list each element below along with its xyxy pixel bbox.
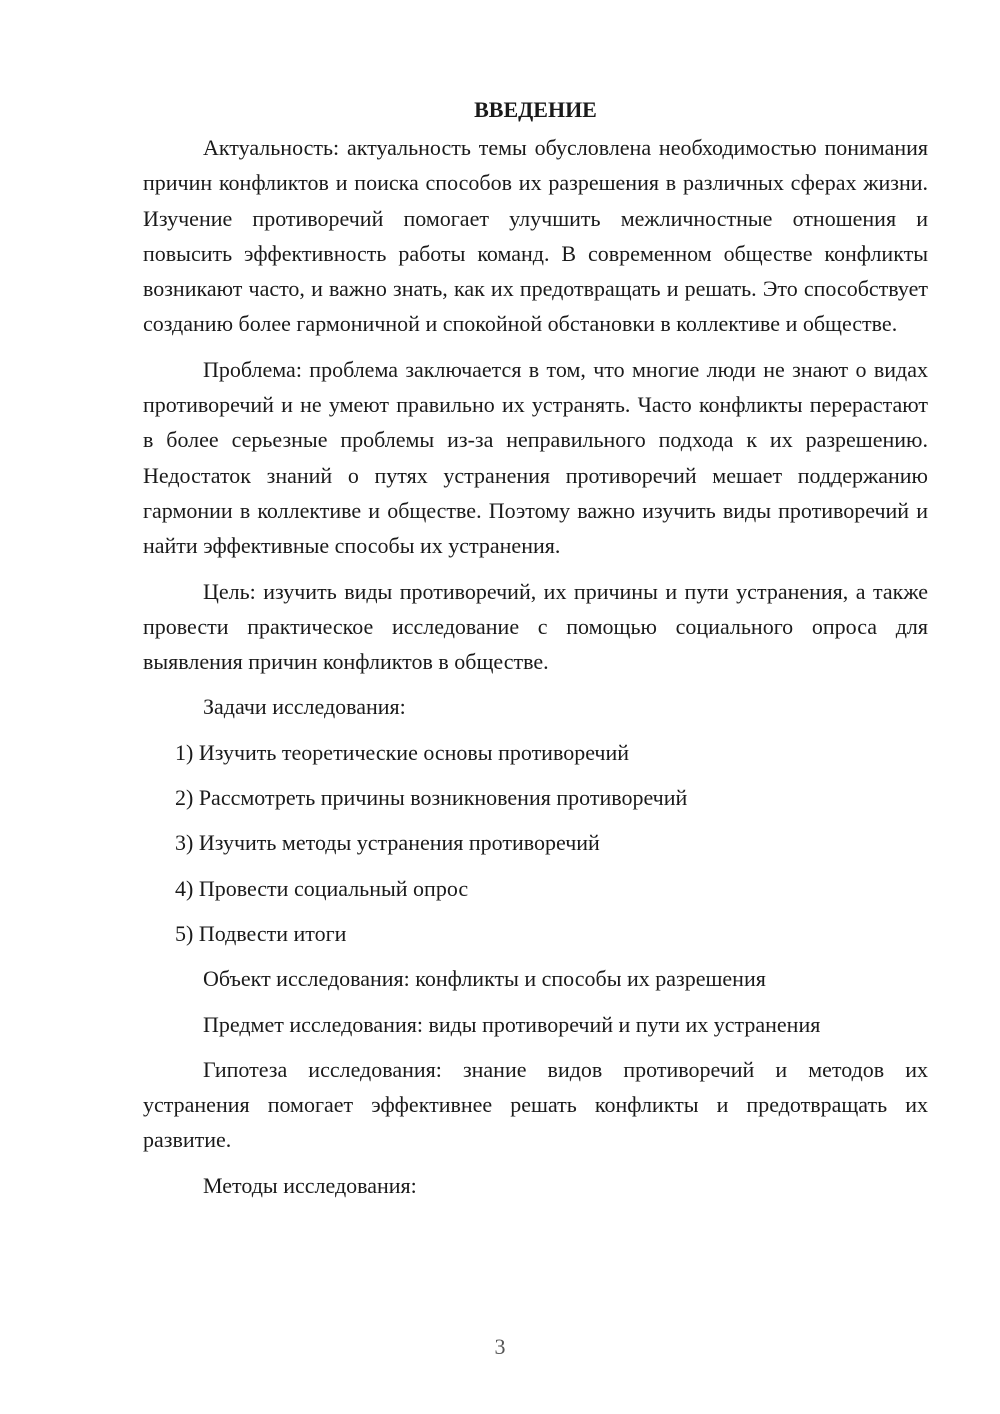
list-item: 4) Провести социальный опрос (175, 875, 469, 901)
list-item: 5) Подвести итоги (175, 920, 347, 946)
relevance-paragraph: Актуальность: актуальность темы обусловлена необходимостью понимания причин конфликтов и поиска способов их разрешения в различных сферах жизни. Изучение противоречий помогает улучшить межличностные отношения и повысить эффективность работы команд. В современном обществе конфликты возникают часто, и важно знать, как их предотвращать и решать. Это способствует созданию более гармоничной и спокойной обстановки в коллективе и обществе. (143, 135, 928, 337)
list-item: 1) Изучить теоретические основы противоречий (175, 739, 630, 765)
problem-paragraph: Проблема: проблема заключается в том, что многие люди не знают о видах противоречий и не умеют правильно их устранять. Часто конфликты перерастают в более серьезные проблемы из-за неправильного подхода к их разрешению. Недостаток знаний о путях устранения противоречий мешает поддержанию гармонии в коллективе и обществе. Поэтому важно изучить виды противоречий и найти эффективные способы их устранения. (143, 356, 928, 559)
list-item: 3) Изучить методы устранения противоречий (175, 830, 600, 856)
page-title: ВВЕДЕНИЕ (474, 97, 597, 122)
methods-heading: Методы исследования: (203, 1172, 417, 1198)
page-number: 3 (494, 1334, 506, 1359)
tasks-list (143, 735, 928, 951)
object-paragraph: Объект исследования: конфликты и способы их разрешения (203, 966, 766, 992)
document-page (143, 92, 928, 1213)
list-item: 2) Рассмотреть причины возникновения противоречий (175, 785, 688, 811)
hypothesis-paragraph: Гипотеза исследования: знание видов противоречий и методов их устранения помогает эффективнее решать конфликты и предотвращать их развитие. (143, 1056, 928, 1153)
tasks-heading: Задачи исследования: (203, 694, 406, 720)
subject-paragraph: Предмет исследования: виды противоречий и пути их устранения (203, 1011, 821, 1037)
goal-paragraph: Цель: изучить виды противоречий, их причины и пути устранения, а также провести практическое исследование с помощью социального опроса для выявления причин конфликтов в обществе. (143, 578, 928, 675)
